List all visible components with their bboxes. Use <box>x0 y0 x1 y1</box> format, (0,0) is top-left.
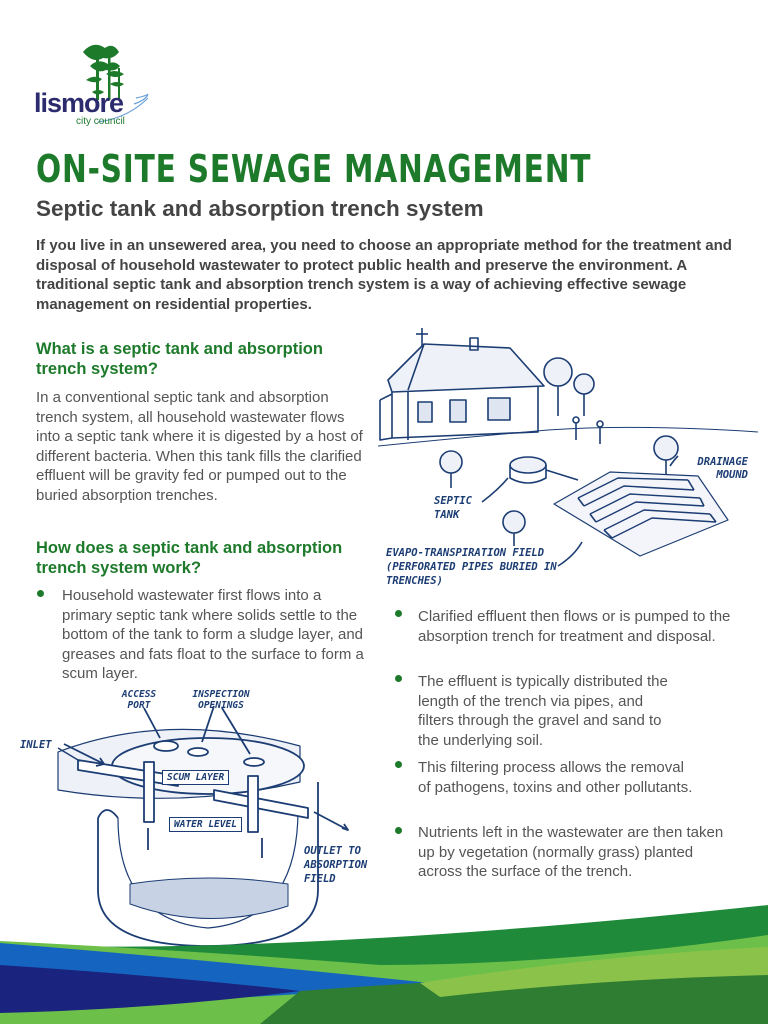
section2-heading: How does a septic tank and absorption trench system work? <box>36 539 343 577</box>
intro-paragraph: If you live in an unsewered area, you need to choose an appropriate method for the treatment and disposal of household wastewater to protect public health and preserve the environment. A traditional septic tank and absorption trench system is a way of achieving effective sewage management on residential properties. <box>36 237 732 313</box>
bullet-item-2: Clarified effluent then flows or is pumped to the absorption trench for treatment and disposal. <box>418 608 731 645</box>
page-title: ON-SITE SEWAGE MANAGEMENT <box>36 147 592 191</box>
section1-heading: What is a septic tank and absorption trench system? <box>36 340 323 378</box>
label-drainage-mound: DRAINAGE MOUND <box>697 456 748 481</box>
bullet-item-3: The effluent is typically distributed the length of the trench via pipes, and filters through the gravel and sand to the underlying soil. <box>418 673 668 749</box>
label-access-port: ACCESS PORT <box>121 689 157 711</box>
bullet-dot <box>37 590 44 597</box>
bullet-item-1: Household wastewater first flows into a primary septic tank where solids settle to the bottom of the tank to form a sludge layer, and greases and fats float to the surface to form a scum layer. <box>62 587 364 683</box>
label-inlet: INLET <box>20 739 52 751</box>
bullet-item-5: Nutrients left in the wastewater are then taken up by vegetation (normally grass) planted across the surface of the trench. <box>418 824 724 881</box>
label-septic-tank: SEPTIC TANK <box>434 495 472 521</box>
label-evapo-field: EVAPO-TRANSPIRATION FIELD (PERFORATED PIPES BURIED IN TRENCHES) <box>386 547 557 587</box>
bullet-dot <box>395 675 402 682</box>
logo-wordmark: lismore <box>34 88 124 118</box>
label-water-level: WATER LEVEL <box>169 817 242 832</box>
page-subtitle: Septic tank and absorption trench system <box>36 196 484 221</box>
label-outlet: OUTLET TO ABSORPTION FIELD <box>304 845 368 885</box>
label-inspection-openings: INSPECTION OPENINGS <box>192 689 250 711</box>
footer-swoosh-decoration <box>0 905 768 1024</box>
bullet-item-4: This filtering process allows the removal of pathogens, toxins and other pollutants. <box>418 759 693 796</box>
bullet-dot <box>395 610 402 617</box>
section1-body: In a conventional septic tank and absorption trench system, all household wastewater flows into a septic tank where it is digested by a host of different bacteria. When this tank fills the clarified effluent will be gravity fed or pumped out to the buried absorption trenches. <box>36 389 363 504</box>
logo-subtitle: city council <box>76 116 125 127</box>
label-scum-layer: SCUM LAYER <box>162 770 229 785</box>
